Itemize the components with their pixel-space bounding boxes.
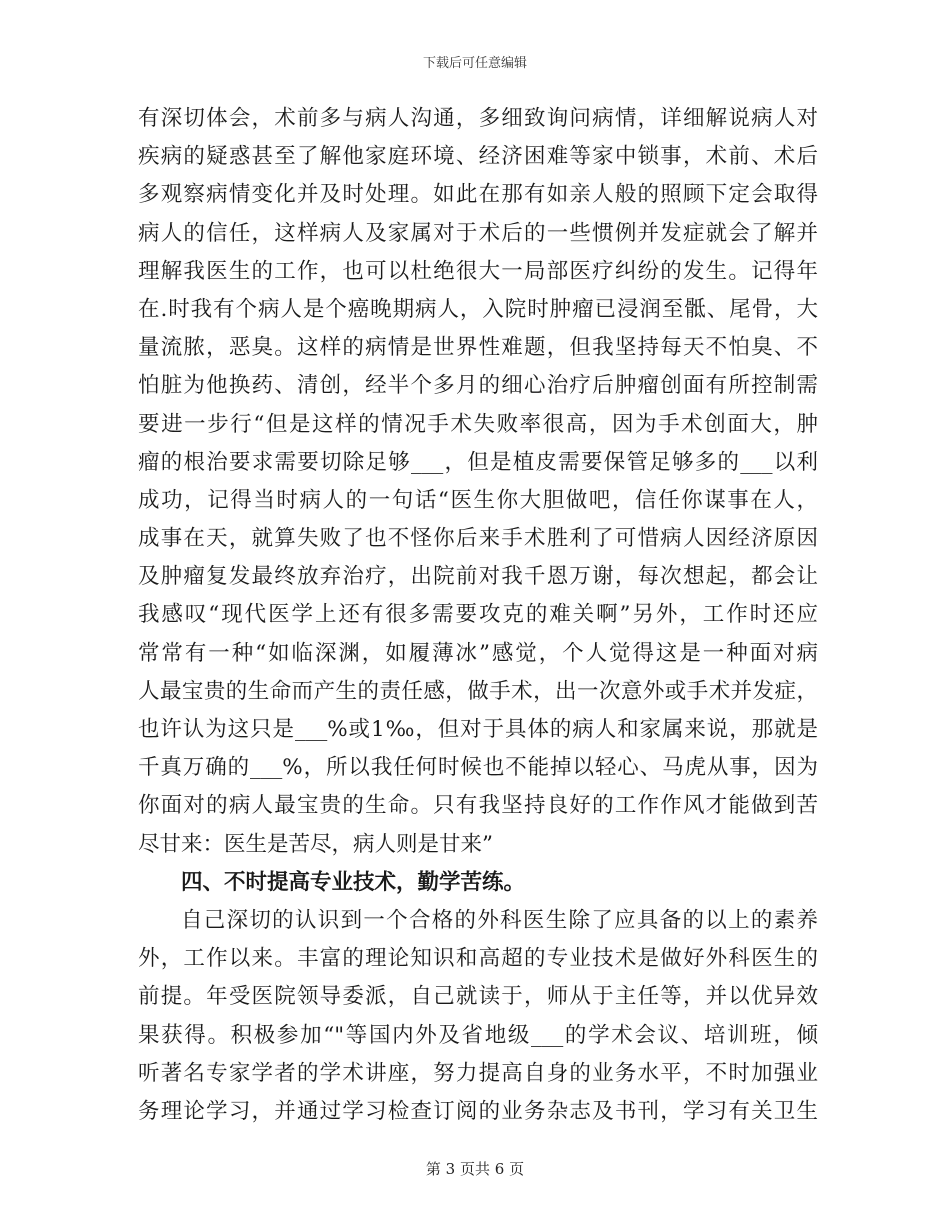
body-line: 多观察病情变化并及时处理。如此在那有如亲人般的照顾下定会取得 [138,182,818,208]
body-line: 也许认为这只是___%或1‰，但对于具体的病人和家属来说，那就是 [138,717,818,742]
body-line: 我感叹“现代医学上还有很多需要攻克的难关啊”另外，工作时还应 [138,602,818,628]
body-line: 常常有一种“如临深渊，如履薄冰”感觉，个人觉得这是一种面对病 [138,640,818,666]
body-line: 千真万确的___%，所以我任何时候也不能掉以轻心、马虎从事，因为 [138,755,818,781]
body-line: 自己深切的认识到一个合格的外科医生除了应具备的以上的素养 [181,907,818,933]
body-line: 尽甘来：医生是苦尽，病人则是甘来” [138,831,493,857]
body-line: 前提。年受医院领导委派，自己就读于，师从于主任等，并以优异效 [138,984,818,1010]
body-line: 有深切体会，术前多与病人沟通，多细致询问病情，详细解说病人对 [138,106,818,131]
body-line: 成功，记得当时病人的一句话“医生你大胆做吧，信任你谋事在人， [138,487,818,513]
body-line: 听著名专家学者的学术讲座，努力提高自身的业务水平，不时加强业 [138,1060,818,1086]
body-line: 怕脏为他换药、清创，经半个多月的细心治疗后肿瘤创面有所控制需 [138,373,818,399]
body-line: 成事在天，就算失败了也不怪你后来手术胜利了可惜病人因经济原因 [138,526,818,552]
page-header: 下载后可任意编辑 [422,56,527,71]
page-number: 第 3 页共 6 页 [425,1160,525,1178]
body-line: 量流脓，恶臭。这样的病情是世界性难题，但我坚持每天不怕臭、不 [138,335,818,361]
body-line: 果获得。积极参加“"等国内外及省地级___的学术会议、培训班，倾 [138,1022,818,1048]
body-line: 病人的信任，这样病人及家属对于术后的一些惯例并发症就会了解并 [138,220,818,246]
body-line: 疾病的疑惑甚至了解他家庭环境、经济困难等家中锁事，术前、术后 [138,144,818,170]
body-line: 人最宝贵的生命而产生的责任感，做手术，出一次意外或手术并发症， [138,678,818,704]
body-line: 要进一步行“但是这样的情况手术失败率很高，因为手术创面大，肿 [138,411,818,437]
body-line: 瘤的根治要求需要切除足够___，但是植皮需要保管足够多的___以利 [138,449,818,475]
body-line: 你面对的病人最宝贵的生命。只有我坚持良好的工作作风才能做到苦 [138,793,818,819]
body-line: 理解我医生的工作，也可以杜绝很大一局部医疗纠纷的发生。记得年 [138,258,818,284]
document-body [138,100,818,1131]
body-line: 在.时我有个病人是个癌晚期病人，入院时肿瘤已浸润至骶、尾骨，大 [138,296,818,322]
section-heading: 四、不时提高专业技术，勤学苦练。 [181,869,526,895]
body-line: 及肿瘤复发最终放弃治疗，出院前对我千恩万谢，每次想起，都会让 [138,564,818,590]
body-line: 外，工作以来。丰富的理论知识和高超的专业技术是做好外科医生的 [138,946,818,972]
body-line: 务理论学习，并通过学习检查订阅的业务杂志及书刊，学习有关卫生 [138,1098,818,1124]
